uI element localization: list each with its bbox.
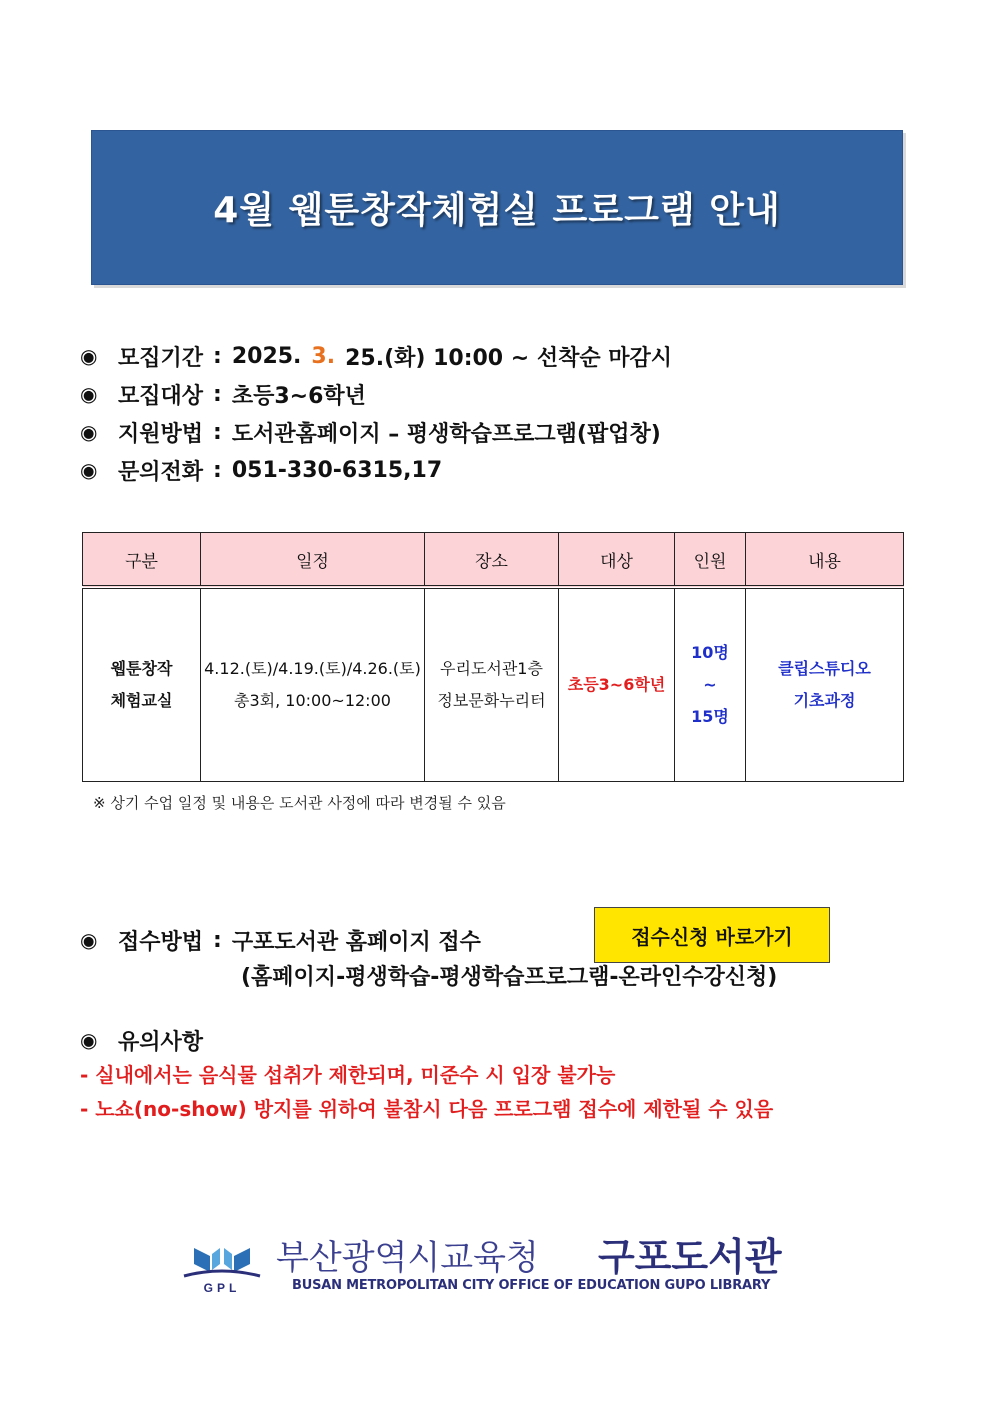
table-header: 장소: [425, 533, 559, 588]
cell-target: 초등3~6학년: [559, 587, 675, 782]
info-sep: :: [213, 381, 222, 407]
info-label: 모집기간: [118, 345, 204, 371]
caution-item: - 노쇼(no-show) 방지를 위하여 불참시 다음 프로그램 접수에 제한될 수 있음: [80, 1097, 774, 1121]
library-logo-icon: [180, 1242, 264, 1294]
table-header-row: [83, 533, 904, 588]
table-header: 내용: [746, 533, 904, 588]
cell-schedule: 4.12.(토)/4.19.(토)/4.26.(토) 총3회, 10:00~12:00: [201, 587, 425, 782]
cell-place: 우리도서관1층 정보문화누리터: [425, 587, 559, 782]
bullet-icon: ◉: [80, 928, 98, 952]
bullet-icon: ◉: [80, 382, 98, 406]
info-sep: :: [213, 457, 222, 483]
info-label: 모집대상: [118, 383, 204, 409]
library-name-en: BUSAN METROPOLITAN CITY OFFICE OF EDUCATION GUPO LIBRARY: [292, 1278, 771, 1293]
cell-capacity: 10명 ~ 15명: [675, 587, 746, 782]
info-value: 초등3~6학년: [231, 383, 366, 409]
info-sep: :: [213, 419, 222, 445]
info-row-target: [80, 375, 672, 413]
info-value: 051-330-6315,17: [231, 457, 443, 483]
table-header: 일정: [201, 533, 425, 588]
svg-text:GPL: GPL: [203, 1281, 241, 1294]
table-header: 대상: [559, 533, 675, 588]
info-label: 지원방법: [118, 421, 204, 447]
cell-program: 웹툰창작 체험교실: [83, 587, 201, 782]
bullet-icon: ◉: [80, 420, 98, 444]
caution-title: 유의사항: [118, 1029, 204, 1055]
registration-label: 접수방법: [118, 929, 204, 955]
registration-path: (홈페이지-평생학습-평생학습프로그램-온라인수강신청): [241, 965, 778, 990]
info-value: 2025.: [231, 343, 302, 369]
caution-section: [80, 1022, 773, 1126]
info-row-method: [80, 413, 672, 451]
bullet-icon: ◉: [80, 458, 98, 482]
registration-value: 구포도서관 홈페이지 접수: [231, 929, 481, 955]
bullet-icon: ◉: [80, 1028, 98, 1052]
info-value-accent: 3.: [311, 343, 336, 369]
table-row: [83, 587, 904, 782]
bullet-icon: ◉: [80, 344, 98, 368]
table-header: 인원: [675, 533, 746, 588]
info-value: 25.(화) 10:00 ~ 선착순 마감시: [345, 345, 673, 371]
schedule-table: [82, 532, 904, 782]
schedule-note: ※ 상기 수업 일정 및 내용은 도서관 사정에 따라 변경될 수 있음: [93, 794, 506, 812]
library-footer: [180, 1228, 800, 1298]
info-row-phone: [80, 451, 672, 489]
registration-sep: :: [213, 927, 222, 953]
info-label: 문의전화: [118, 459, 204, 485]
info-list: [80, 337, 672, 489]
library-name: 구포도서관: [598, 1235, 782, 1279]
org-name: 부산광역시교육청: [276, 1238, 539, 1278]
info-sep: :: [213, 343, 222, 369]
table-header: 구분: [83, 533, 201, 588]
info-row-period: [80, 337, 672, 375]
page-title: 4월 웹툰창작체험실 프로그램 안내: [213, 190, 781, 231]
caution-item: - 실내에서는 음식물 섭취가 제한되며, 미준수 시 입장 불가능: [80, 1063, 616, 1087]
info-value: 도서관홈페이지 – 평생학습프로그램(팝업창): [231, 421, 661, 447]
cell-content: 클립스튜디오 기초과정: [746, 587, 904, 782]
registration-section: [80, 922, 481, 958]
title-banner: [91, 130, 903, 285]
apply-shortcut-button[interactable]: 접수신청 바로가기: [594, 907, 830, 963]
